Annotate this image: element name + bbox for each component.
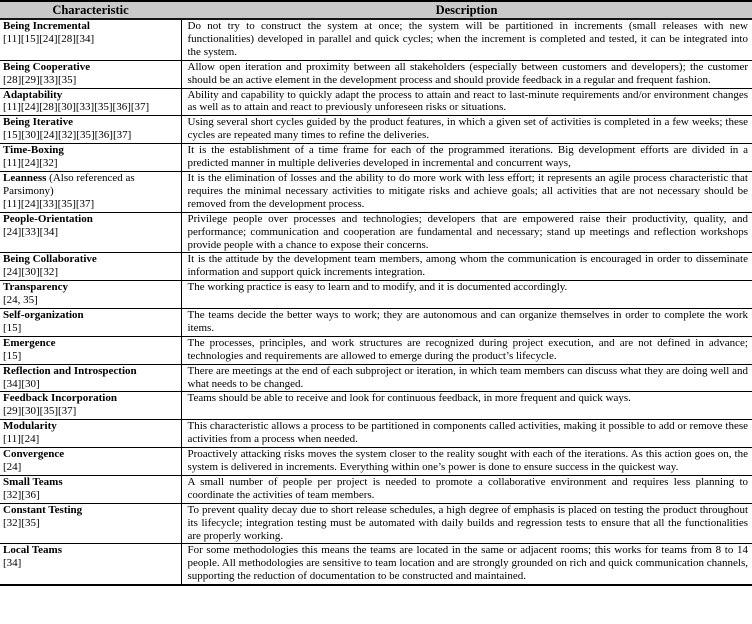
characteristic-name: Being Cooperative: [3, 60, 91, 73]
description-cell: Ability and capability to quickly adapt the process to attain and react to last-minute requirements and/or environment changes as well as to attain and react to previously unforeseen risks or situations.: [181, 88, 752, 116]
table-body: [0, 19, 752, 585]
table-row: [0, 253, 752, 281]
description-cell: The processes, principles, and work structures are recognized during project execution, and are not defined in advance; technologies and requirements are allowed to emerge during the product’s lifecycle.: [181, 336, 752, 364]
characteristic-cell: [0, 116, 181, 144]
characteristic-name: Reflection and Introspection: [3, 364, 137, 377]
characteristic-references: [15]: [3, 321, 22, 334]
characteristic-name-suffix: (Also referenced as Parsimony): [3, 171, 135, 197]
description-cell: The teams decide the better ways to work; they are autonomous and can organize themselves in order to complete the work items.: [181, 309, 752, 337]
characteristic-cell: [0, 19, 181, 60]
table-row: [0, 475, 752, 503]
characteristic-name: Modularity: [3, 420, 57, 433]
characteristic-cell: [0, 309, 181, 337]
characteristic-name: Leanness: [3, 171, 47, 184]
characteristic-name: Emergence: [3, 336, 56, 349]
characteristic-cell: [0, 364, 181, 392]
table-row: [0, 544, 752, 585]
table-row: [0, 281, 752, 309]
table-row: [0, 88, 752, 116]
description-cell: Allow open iteration and proximity between all stakeholders (especially between customers and developers); the customer should be an active element in the development process and should provide feedback in a regular and frequent fashion.: [181, 60, 752, 88]
characteristic-cell: [0, 60, 181, 88]
characteristic-references: [32][36]: [3, 488, 40, 501]
table-row: [0, 309, 752, 337]
characteristic-references: [11][24][28][30][33][35][36][37]: [3, 101, 150, 114]
description-cell: Using several short cycles guided by the product features, in which a given set of activities is completed in a few weeks; these cycles are repeated many times to refine the deliveries.: [181, 116, 752, 144]
characteristic-name: Convergence: [3, 448, 65, 461]
table-row: [0, 448, 752, 476]
characteristic-references: [34][30]: [3, 377, 40, 390]
description-cell: Privilege people over processes and technologies; developers that are empowered raise their productivity, quality, and performance; communication and cooperation are fundamental and necessary; stand up meetings and reflection workshops provide people with a chance to expose their concerns.: [181, 212, 752, 253]
characteristic-cell: [0, 212, 181, 253]
characteristic-name: Local Teams: [3, 544, 62, 557]
characteristic-cell: [0, 336, 181, 364]
characteristic-name: Feedback Incorporation: [3, 392, 117, 405]
characteristic-references: [15]: [3, 349, 22, 362]
characteristic-cell: [0, 253, 181, 281]
characteristic-name: Adaptability: [3, 88, 63, 101]
characteristic-name: Time-Boxing: [3, 144, 64, 157]
characteristic-references: [29][30][35][37]: [3, 405, 77, 418]
description-cell: Proactively attacking risks moves the system closer to the reality sought with each of the iterations. As this action goes on, the system is delivered in increments. Everything within one’s power is done to ensure success in the quickest way.: [181, 448, 752, 476]
characteristic-name: Self-organization: [3, 309, 84, 322]
characteristic-cell: [0, 503, 181, 544]
description-cell: The working practice is easy to learn and to modify, and it is documented accordingly.: [181, 281, 752, 309]
characteristic-name: Being Incremental: [3, 20, 90, 32]
description-cell: Do not try to construct the system at once; the system will be partitioned in increments (small releases with new functionalities) developed in parallel and quick cycles; when the increment is completed and tested, it can be integrated into the system.: [181, 19, 752, 60]
description-cell: It is the establishment of a time frame for each of the programmed iterations. Big development efforts are divided in a predicted manner in multiple deliveries developed in incremental and concurrent ways,: [181, 144, 752, 172]
characteristic-name: Small Teams: [3, 475, 63, 488]
characteristic-references: [11][15][24][28][34]: [3, 32, 95, 45]
column-header-description: Description: [181, 1, 752, 19]
table-row: [0, 503, 752, 544]
characteristic-references: [11][24][32]: [3, 157, 58, 170]
characteristic-references: [34]: [3, 557, 22, 570]
characteristic-cell: [0, 475, 181, 503]
characteristic-cell: [0, 392, 181, 420]
characteristic-name: Being Iterative: [3, 116, 73, 129]
table-row: [0, 336, 752, 364]
characteristic-references: [24][33][34]: [3, 225, 58, 238]
description-cell: It is the attitude by the development team members, among whom the communication is encouraged in order to disseminate information and support quick increments integration.: [181, 253, 752, 281]
characteristic-references: [32][35]: [3, 516, 40, 529]
characteristic-references: [11][24]: [3, 433, 40, 446]
description-cell: It is the elimination of losses and the ability to do more work with less effort; it represents an agile process characteristic that requires the minimal necessary activities to mitigate risks and achieve goals; all activities that are not necessary should be removed from the development process.: [181, 171, 752, 212]
table-row: [0, 212, 752, 253]
description-cell: Teams should be able to receive and look for continuous feedback, in more frequent and quick ways.: [181, 392, 752, 420]
table-row: [0, 19, 752, 60]
characteristic-cell: [0, 420, 181, 448]
description-cell: A small number of people per project is needed to promote a collaborative environment and requires less planning to coordinate the activities of team members.: [181, 475, 752, 503]
characteristic-references: [11][24][33][35][37]: [3, 197, 95, 210]
column-header-characteristic: Characteristic: [0, 1, 181, 19]
characteristic-references: [28][29][33][35]: [3, 73, 77, 86]
characteristic-references: [15][30][24][32][35][36][37]: [3, 129, 132, 142]
table-row: [0, 171, 752, 212]
characteristic-name: Being Collaborative: [3, 253, 97, 266]
table-header: [0, 1, 752, 19]
characteristic-name: Constant Testing: [3, 503, 83, 516]
table-row: [0, 60, 752, 88]
description-cell: This characteristic allows a process to be partitioned in components called activities, making it possible to add or remove these activities from a process when needed.: [181, 420, 752, 448]
table-row: [0, 116, 752, 144]
description-cell: To prevent quality decay due to short release schedules, a high degree of emphasis is placed on testing the product throughout its lifecycle; integration testing must be automated with daily builds and regression tests to ensure that all the functionalities are properly working.: [181, 503, 752, 544]
table-row: [0, 144, 752, 172]
description-cell: There are meetings at the end of each subproject or iteration, in which team members can discuss what they are doing well and what needs to be changed.: [181, 364, 752, 392]
characteristic-name: People-Orientation: [3, 212, 93, 225]
characteristic-cell: [0, 144, 181, 172]
table-row: [0, 364, 752, 392]
characteristic-cell: [0, 448, 181, 476]
table-header-row: [0, 1, 752, 19]
characteristic-cell: [0, 281, 181, 309]
characteristic-references: [24, 35]: [3, 294, 38, 307]
description-cell: For some methodologies this means the teams are located in the same or adjacent rooms; this works for teams from 8 to 14 people. All methodologies are sensitive to team location and are strongly grounded on rich and quick communication channels, supporting the reduction of documentation to be constructed and maintained.: [181, 544, 752, 585]
characteristic-name: Transparency: [3, 281, 68, 294]
table-row: [0, 392, 752, 420]
characteristic-cell: [0, 88, 181, 116]
characteristic-references: [24]: [3, 461, 22, 473]
table-row: [0, 420, 752, 448]
characteristic-cell: [0, 171, 181, 212]
characteristic-references: [24][30][32]: [3, 266, 58, 279]
characteristic-cell: [0, 544, 181, 585]
